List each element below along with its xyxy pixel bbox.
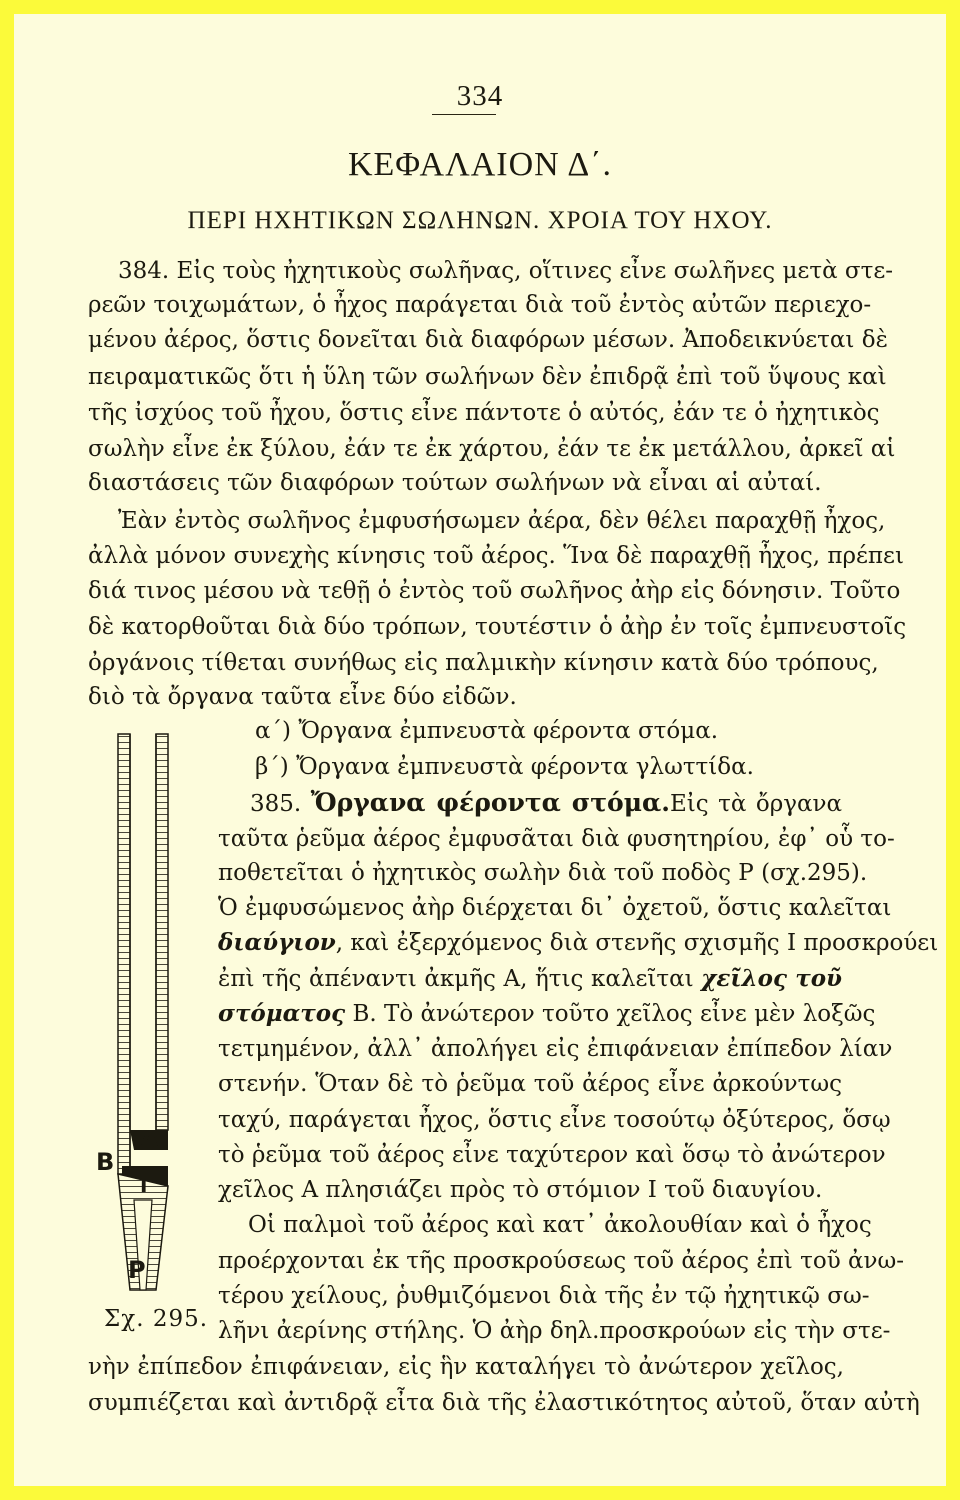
text-line: ταχύ, παράγεται ἦχος, ὅστις εἶνε τοσούτῳ ὀξύτερος, ὅσῳ: [218, 1107, 891, 1133]
text-line: μένου ἀέρος, ὅστις δονεῖται διὰ διαφόρων μέσων. Ἀποδεικνύεται δὲ: [88, 327, 888, 353]
text-span: Εἰς τοὺς ἠχητικοὺς σωλῆνας, οἵτινες εἶνε σωλῆνες μετὰ στε-: [176, 258, 894, 284]
text-line: τῆς ἰσχύος τοῦ ἦχου, ὅστις εἶνε πάντοτε ὁ αὐτός, ἐάν τε ὁ ἠχητικὸς: [88, 400, 880, 426]
label-A: A: [140, 1126, 159, 1154]
text-line: ἀλλὰ μόνον συνεχὴς κίνησις τοῦ ἀέρος. Ἵνα δὲ παραχθῇ ἦχος, πρέπει: [88, 543, 904, 569]
list-item-a: α΄) Ὄργανα ἐμπνευστὰ φέροντα στόμα.: [255, 718, 719, 744]
term-cheilos: χεῖλος τοῦ: [701, 965, 842, 992]
list-item-b: β΄) Ὄργανα ἐμπνευστὰ φέροντα γλωττίδα.: [255, 754, 754, 780]
text-line: [218, 964, 842, 994]
text-line: διά τινος μέσου νὰ τεθῇ ὁ ἐντὸς τοῦ σωλῆνος ἀὴρ εἰς δόνησιν. Τοῦτο: [88, 578, 901, 604]
paragraph-number: 384.: [118, 258, 170, 284]
text-line: διαστάσεις τῶν διαφόρων τούτων σωλήνων νὰ εἶναι αἱ αὐταί.: [88, 470, 822, 496]
text-line: Ἐὰν ἐντὸς σωλῆνος ἐμφυσήσωμεν ἀέρα, δὲν θέλει παραχθῇ ἦχος,: [118, 508, 886, 534]
text-line: ταῦτα ῥεῦμα ἀέρος ἐμφυσᾶται διὰ φυσητηρίου, ἐφ᾿ οὗ το-: [218, 826, 895, 852]
pipe-left-wall: [118, 734, 130, 1174]
figure-caption: Σχ. 295.: [104, 1306, 209, 1332]
term-stomatos: στόματος: [218, 1000, 346, 1027]
text-line: [218, 928, 939, 958]
pipe-right-wall: [156, 734, 168, 1130]
text-line: λῆνι ἀερίνης στήλης. Ὁ ἀὴρ δηλ.προσκρούων εἰς τὴν στε-: [218, 1318, 891, 1344]
text-line: [250, 788, 842, 819]
page-number-rule: [432, 114, 496, 115]
text-line: τετμημένον, ἀλλ᾿ ἀπολήγει εἰς ἐπιφάνειαν ἐπίπεδον λίαν: [218, 1036, 893, 1062]
organ-pipe-figure: [90, 730, 200, 1310]
text-line: ὀργάνοις τίθεται συνήθως εἰς παλμικὴν κίνησιν κατὰ δύο τρόπους,: [88, 650, 879, 676]
text-line: στενήν. Ὅταν δὲ τὸ ῥεῦμα τοῦ ἀέρος εἶνε ἀρκούντως: [218, 1071, 842, 1097]
text-line: νὴν ἐπίπεδον ἐπιφάνειαν, εἰς ἣν καταλήγει τὸ ἀνώτερον χεῖλος,: [88, 1354, 844, 1380]
text-line: ρεῶν τοιχωμάτων, ὁ ἦχος παράγεται διὰ τοῦ ἐντὸς αὐτῶν περιεχο-: [88, 292, 872, 318]
section-heading: ΠΕΡΙ ΗΧΗΤΙΚΩΝ ΣΩΛΗΝΩΝ. ΧΡΟΙΑ ΤΟΥ ΗΧΟΥ.: [187, 207, 773, 234]
text-line: τέρου χείλους, ῥυθμιζόμενοι διὰ τῆς ἐν τῷ ἠχητικῷ σω-: [218, 1283, 870, 1309]
text-line: δὲ κατορθοῦται διὰ δύο τρόπων, τουτέστιν ὁ ἀὴρ ἐν τοῖς ἐμπνευστοῖς: [88, 614, 907, 640]
text-line: συμπιέζεται καὶ ἀντιδρᾷ εἶτα διὰ τῆς ἐλαστικότητος αὐτοῦ, ὅταν αὐτὴ: [88, 1390, 920, 1416]
paragraph-number: 385.: [250, 791, 302, 817]
text-line: προέρχονται ἐκ τῆς προσκρούσεως τοῦ ἀέρος ἐπὶ τοῦ ἀνω-: [218, 1248, 905, 1274]
paragraph-heading: Ὄργανα φέροντα στόμα.: [310, 788, 670, 817]
text-line: ποθετεῖται ὁ ἠχητικὸς σωλὴν διὰ τοῦ ποδὸς Ρ (σχ.295).: [218, 860, 868, 886]
chapter-title: ΚΕΦΑΛΑΙΟΝ Δ΄.: [347, 146, 613, 183]
text-span: Β. Τὸ ἀνώτερον τοῦτο χεῖλος εἶνε μὲν λοξῶς: [345, 1001, 876, 1027]
text-line: πειραματικῶς ὅτι ἡ ὕλη τῶν σωλήνων δὲν ἐπιδρᾷ ἐπὶ τοῦ ὕψους καὶ: [88, 364, 887, 390]
label-B: B: [96, 1148, 115, 1176]
text-span: ἐπὶ τῆς ἀπέναντι ἀκμῆς Α, ἥτις καλεῖται: [218, 966, 694, 992]
text-line: διὸ τὰ ὄργανα ταῦτα εἶνε δύο εἰδῶν.: [88, 684, 517, 710]
text-line: σωλὴν εἶνε ἐκ ξύλου, ἐάν τε ἐκ χάρτου, ἐάν τε ἐκ μετάλλου, ἀρκεῖ αἱ: [88, 436, 896, 462]
text-line: [118, 256, 894, 286]
text-line: τὸ ῥεῦμα τοῦ ἀέρος εἶνε ταχύτερον καὶ ὅσῳ τὸ ἀνώτερον: [218, 1142, 886, 1168]
label-I: I: [140, 1173, 148, 1197]
text-span: , καὶ ἐξερχόμενος διὰ στενῆς σχισμῆς Ι προσκρούει: [335, 930, 939, 956]
text-span: Εἰς τὰ ὄργανα: [669, 791, 843, 817]
text-line: Ὁ ἐμφυσώμενος ἀὴρ διέρχεται δι᾿ ὀχετοῦ, ὅστις καλεῖται: [218, 895, 892, 921]
page-number: 334: [456, 80, 504, 112]
text-line: Οἱ παλμοὶ τοῦ ἀέρος καὶ κατ᾿ ἀκολουθίαν καὶ ὁ ἦχος: [248, 1212, 872, 1238]
text-line: [218, 999, 876, 1029]
text-line: χεῖλος Α πλησιάζει πρὸς τὸ στόμιον Ι τοῦ διαυγίου.: [218, 1177, 823, 1203]
label-P: P: [128, 1256, 146, 1284]
term-diaugion: διαύγιον: [218, 929, 336, 956]
